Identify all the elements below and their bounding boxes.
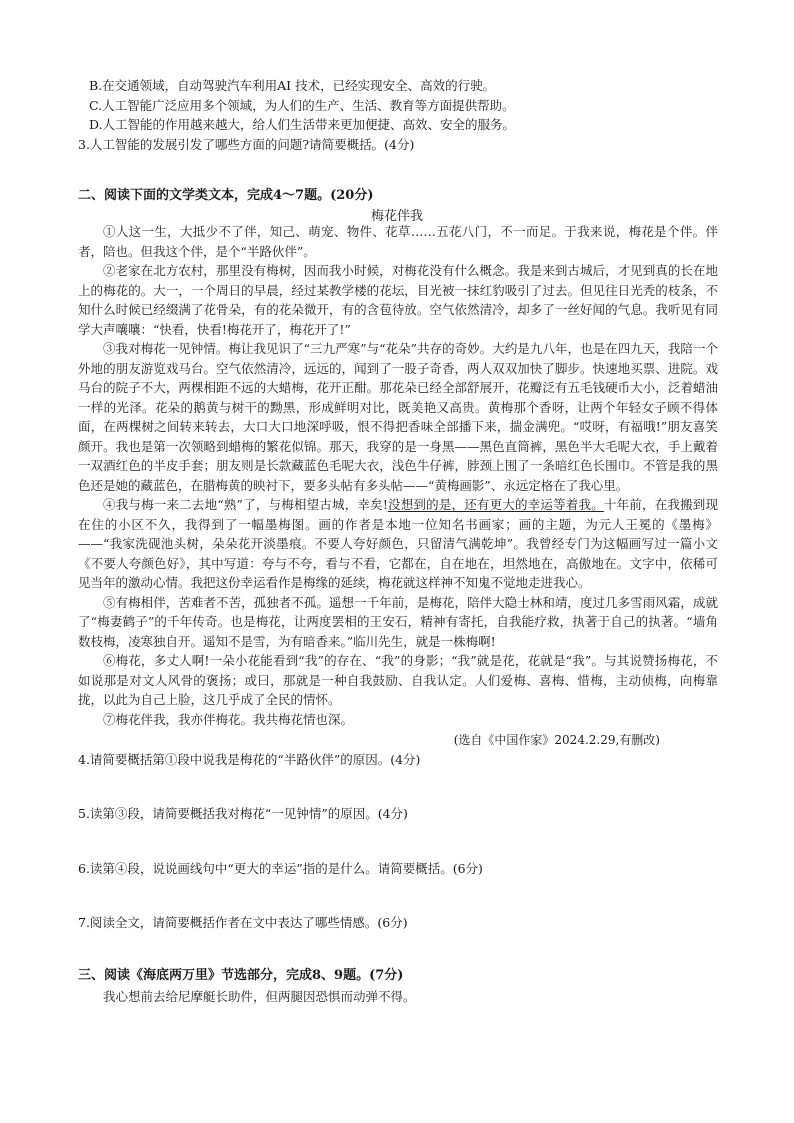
option-d: D.人工智能的作用越来越大，给人们生活带来更加便捷、高效、安全的服务。 (89, 117, 516, 132)
paragraph-4-pre: ④我与梅一来二去地“熟”了，与梅相望古城，幸矣! (103, 497, 388, 512)
underlined-sentence: 没想到的是，还有更大的幸运等着我。 (387, 497, 604, 512)
option-c: C.人工智能广泛应用多个领域，为人们的生产、生活、教育等方面提供帮助。 (89, 97, 515, 113)
question-7: 7.阅读全文，请简要概括作者在文中表达了哪些情感。(6分) (78, 915, 408, 930)
question-6: 6.读第④段，说说画线句中“更大的幸运”指的是什么。请简要概括。(6分) (78, 861, 483, 876)
question-3: 3.人工智能的发展引发了哪些方面的问题?请简要概括。(4分) (78, 136, 415, 152)
article-body (78, 222, 718, 729)
paragraph-5: ⑤有梅相伴，苦难者不苦，孤独者不孤。遥想一千年前，是梅花，陪伴大隐士林和靖，度过几多雪雨风霜，成就了“梅妻鹤子”的千年传奇。也是梅花，让两度罢相的王安石，精神有寄托，自我能疗救，执著于自己的执著。“墙角数枝梅，凌寒独自开。遥知不是雪，为有暗香来。”临川先生，就是一株梅啊! (78, 594, 718, 649)
paragraph-3: ③我对梅花一见钟情。梅让我见识了“三九严寒”与“花朵”共存的奇妙。大约是九八年，也是在四九天，我陪一个外地的朋友游览戏马台。空气依然清冷，远远的，闻到了一股子奇香，两人双双加快了脚步。快速地买票、进院。戏马台的院子不大，两棵相距不远的大蜡梅，花开正酣。那花朵已经全部舒展开，花瓣泛有五毛钱硬币大小，泛着蜡油一样的光泽。花朵的鹅黄与树干的黝黑，形成鲜明对比，既美艳又高贵。黄梅那个香呀，让两个年轻女子顾不得体面，在两棵树之间转来转去，大口大口地深呼吸，恨不得把香味全部播下来，揣金满兜。“哎呀，有福哦!”朋友喜笑颜开。我也是第一次领略到蜡梅的繁花似锦。那天，我穿的是一身黑——黑色直筒裤，黑色半大毛呢大衣，手上戴着一双酒红色的半皮手套；朋友则是长款藏蓝色毛呢大衣，浅色牛仔裤，脖颈上围了一条暗红色长围巾。不管是我的黑色还是她的藏蓝色，在腊梅黄的映衬下，要多头帖有多头帖——“黄梅画影”、永远定格在了我心里。 (78, 341, 718, 493)
option-b: B.在交通领域，自动驾驶汽车利用AI 技术，已经实现安全、高效的行驶。 (89, 78, 496, 93)
section-2-heading: 二、阅读下面的文学类文本，完成4～7题。(20分) (78, 188, 374, 203)
paragraph-7: ⑦梅花伴我，我亦伴梅花。我共梅花情也深。 (103, 711, 354, 727)
paragraph-1: ①人这一生，大抵少不了伴，知己、萌宠、物件、花草……五花八门，不一而足。于我来说，梅花是个伴。伴者，陪也。但我这个伴，是个“半路伙伴”。 (78, 224, 718, 259)
paragraph-4 (78, 495, 718, 593)
paragraph-4-post: 十年前，在我搬到现在住的小区不久，我得到了一幅墨梅图。画的作者是本地一位知名书画家；画的主题，为元人王冕的《墨梅》——“我家洗砚池头树，朵朵花开淡墨痕。不要人夸好颜色，只留清气满乾坤”。我曾经专门为这幅画写过一篇小文《不要人夸颜色好》，其中写道：夸与不夸，看与不看，它都在，自在地在，坦然地在，高傲地在。文字中，依稀可见当年的激动心情。我把这份幸运看作是梅缘的延续，梅花就这样神不知鬼不觉地走进我心。 (78, 497, 718, 590)
section-3-heading: 三、阅读《海底两万里》节选部分，完成8、9题。(7分) (78, 968, 404, 983)
paragraph-2: ②老家在北方农村，那里没有梅树，因而我小时候，对梅花没有什么概念。我是来到古城后，才见到真的长在地上的梅花的。大一，一个周日的早晨，经过某教学楼的花坛，目光被一抹红豹吸引了过去。但见往日光秃的枝条，不知什么时候已经缀满了花骨朵，有的花朵微开，有的含苞待放。空气依然清冷，却多了一丝好闻的气息。我听见有同学大声嚷嚷：“快看，快看!梅花开了，梅花开了!” (78, 263, 718, 337)
question-2-options (78, 76, 718, 154)
question-5: 5.读第③段，请简要概括我对梅花“一见钟情”的原因。(4分) (78, 806, 408, 821)
article-source: (选自《中国作家》2024.2.29,有删改) (453, 733, 660, 747)
paragraph-6: ⑥梅花，多丈人啊!一朵小花能看到“我”的存在、“我”的身影；“我”就是花，花就是“我”。与其说赞扬梅花，不如说那是对文人风骨的褒扬；或曰，那就是一种自我鼓励、自我认定。人们爱梅、喜梅、惜梅，主动侦梅，向梅靠拢，以此为自己上脸，这几乎成了全民的情怀。 (78, 653, 718, 707)
article-title: 梅花伴我 (370, 209, 423, 224)
question-4: 4.请简要概括第①段中说我是梅花的“半路伙伴”的原因。(4分) (78, 752, 421, 767)
section-3-paragraph-1: 我心想前去给尼摩艇长助件，但两腿因恐惧而动弹不得。 (103, 989, 416, 1004)
